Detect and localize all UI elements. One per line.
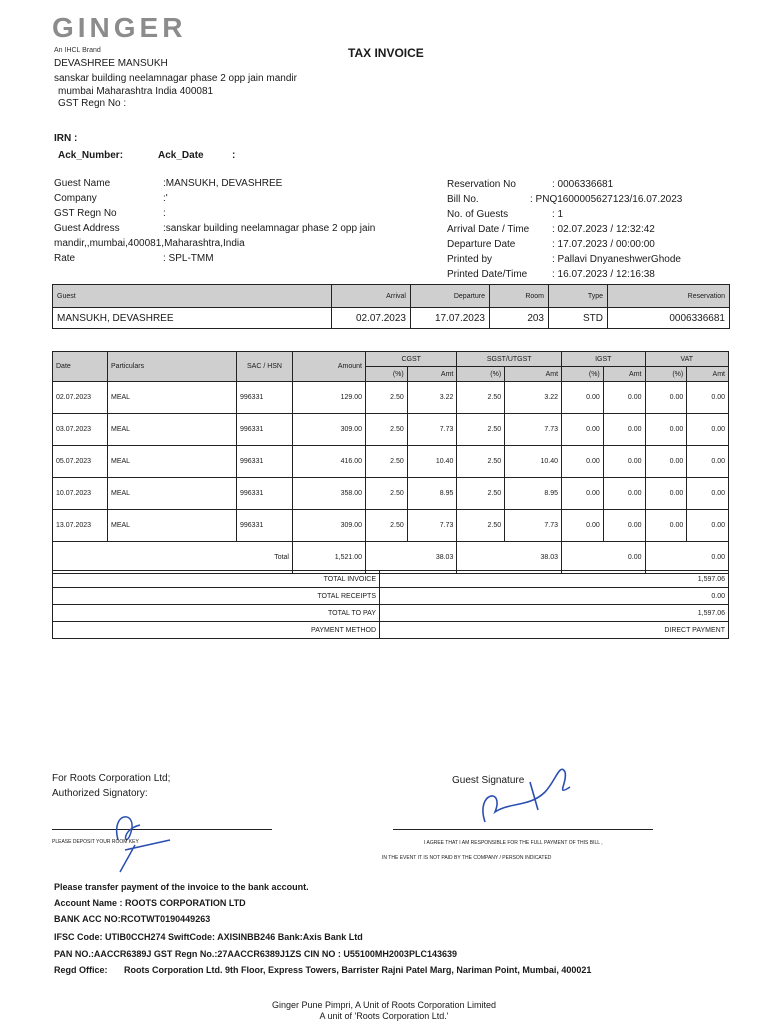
guest-info-label: GST Regn No — [54, 208, 117, 219]
charges-row — [53, 510, 729, 542]
guest-info-value: : SPL-TMM — [163, 253, 214, 264]
cell: 3.22 — [505, 382, 562, 414]
ack-date-label: Ack_Date — [158, 150, 204, 161]
ch-header: VAT — [645, 352, 729, 367]
ch-header: Particulars — [108, 352, 237, 382]
regd-office-address: Roots Corporation Ltd. 9th Floor, Express Towers, Barrister Rajni Patel Marg, Nariman Point, Mumbai, 400021 — [124, 965, 592, 975]
reservation-value: : 1 — [552, 209, 564, 220]
total-label: Total — [53, 542, 293, 574]
cell: 309.00 — [293, 414, 366, 446]
cell: 10.40 — [505, 446, 562, 478]
cell: 0.00 — [603, 478, 645, 510]
cell: 2.50 — [457, 446, 505, 478]
cell: 416.00 — [293, 446, 366, 478]
cell: MEAL — [108, 382, 237, 414]
ginger-logo: GINGER — [52, 12, 187, 43]
cell: 0.00 — [645, 478, 687, 510]
cell: 0.00 — [562, 414, 604, 446]
cell: 0.00 — [562, 446, 604, 478]
cell: 2.50 — [366, 478, 408, 510]
cell: 2.50 — [366, 382, 408, 414]
deposit-key-note: PLEASE DEPOSIT YOUR ROOM KEY — [52, 839, 139, 845]
cell: 2.50 — [457, 414, 505, 446]
ack-number-label: Ack_Number: — [58, 150, 124, 161]
guest-info-labels — [54, 176, 120, 266]
guest-info-value: mandir,,mumbai,400081,Maharashtra,India — [54, 238, 245, 249]
cell: 02.07.2023 — [53, 382, 108, 414]
cell: 2.50 — [457, 510, 505, 542]
ch-header: Amount — [293, 352, 366, 382]
reservation-value: : 02.07.2023 / 12:32:42 — [552, 224, 655, 235]
customer-name: DEVASHREE MANSUKH — [54, 58, 168, 69]
cell: 0.00 — [645, 446, 687, 478]
cell: 996331 — [237, 414, 293, 446]
charges-row — [53, 382, 729, 414]
agree-note: I AGREE THAT I AM RESPONSIBLE FOR THE FULL PAYMENT OF THIS BILL , — [424, 840, 603, 846]
gt-header-cell: Room — [490, 285, 549, 308]
cell: 996331 — [237, 446, 293, 478]
total-amount: 1,521.00 — [293, 542, 366, 574]
cell: 0.00 — [603, 414, 645, 446]
gt-header-cell: Departure — [411, 285, 490, 308]
cell: 996331 — [237, 510, 293, 542]
gt-header-cell: Arrival — [332, 285, 411, 308]
reservation-label: Printed Date/Time — [447, 269, 528, 280]
summary-label: TOTAL INVOICE — [53, 571, 380, 588]
cell: 7.73 — [505, 414, 562, 446]
guest-info-value: :sanskar building neelamnagar phase 2 opp jain — [163, 223, 376, 234]
bank-note: Please transfer payment of the invoice to the bank account. — [54, 882, 309, 892]
footer-line-2: A unit of 'Roots Corporation Ltd.' — [319, 1011, 449, 1021]
cell: 8.95 — [505, 478, 562, 510]
gt-cell: 17.07.2023 — [411, 308, 490, 329]
cell: MEAL — [108, 510, 237, 542]
reservation-value: : 17.07.2023 / 00:00:00 — [552, 239, 655, 250]
reservation-labels — [447, 177, 529, 282]
ch-sub: (%) — [457, 367, 505, 382]
charges-header — [53, 352, 729, 367]
gt-cell: 02.07.2023 — [332, 308, 411, 329]
customer-gst: GST Regn No : — [58, 98, 127, 109]
ch-sub: Amt — [603, 367, 645, 382]
summary-table — [52, 570, 729, 639]
cell: MEAL — [108, 414, 237, 446]
ch-sub: Amt — [407, 367, 457, 382]
cell: 7.73 — [407, 510, 457, 542]
charges-row — [53, 478, 729, 510]
reservation-label: Bill No. — [447, 194, 479, 205]
event-note: IN THE EVENT IT IS NOT PAID BY THE COMPANY / PERSON INDICATED — [382, 855, 552, 861]
gt-header-cell: Guest — [53, 285, 332, 308]
cell: 0.00 — [562, 510, 604, 542]
brand-tagline: An IHCL Brand — [54, 47, 101, 54]
cell: MEAL — [108, 478, 237, 510]
page-title: TAX INVOICE — [348, 46, 424, 60]
customer-address-1: sanskar building neelamnagar phase 2 opp jain mandir — [54, 73, 297, 84]
customer-address-2: mumbai Maharashtra India 400081 — [58, 86, 214, 97]
summary-row — [53, 571, 729, 588]
ch-header: Date — [53, 352, 108, 382]
reservation-label: Departure Date — [447, 239, 516, 250]
ch-sub: Amt — [505, 367, 562, 382]
cell: 2.50 — [457, 382, 505, 414]
reservation-value: : Pallavi DnyaneshwerGhode — [552, 254, 681, 265]
total-sgst: 38.03 — [457, 542, 562, 574]
cell: 2.50 — [457, 478, 505, 510]
ch-sub: (%) — [645, 367, 687, 382]
reservation-label: No. of Guests — [447, 209, 509, 220]
total-cgst: 38.03 — [366, 542, 457, 574]
total-vat: 0.00 — [645, 542, 729, 574]
cell: 7.73 — [407, 414, 457, 446]
gt-header-cell: Type — [549, 285, 608, 308]
bank-account-name: Account Name : ROOTS CORPORATION LTD — [54, 898, 246, 908]
authorized-sign-label: Authorized Signatory: — [52, 788, 148, 799]
cell: 0.00 — [687, 446, 729, 478]
authorized-signature-image — [100, 800, 190, 875]
gt-cell: STD — [549, 308, 608, 329]
cell: 0.00 — [645, 382, 687, 414]
guest-info-label: Guest Name — [54, 178, 111, 189]
ch-header: CGST — [366, 352, 457, 367]
cell: 2.50 — [366, 414, 408, 446]
company-sign-label: For Roots Corporation Ltd; — [52, 773, 171, 784]
summary-row — [53, 605, 729, 622]
guest-sign-label: Guest Signature — [452, 775, 525, 786]
cell: 10.07.2023 — [53, 478, 108, 510]
cell: 2.50 — [366, 510, 408, 542]
cell: 10.40 — [407, 446, 457, 478]
cell: 8.95 — [407, 478, 457, 510]
cell: 0.00 — [687, 478, 729, 510]
summary-value: 1,597.06 — [380, 571, 729, 588]
guest-info-label: Rate — [54, 253, 76, 264]
pan-gst-cin: PAN NO.:AACCR6389J GST Regn No.:27AACCR6389J1ZS CIN NO : U55100MH2003PLC143639 — [54, 949, 457, 959]
summary-value: 0.00 — [380, 588, 729, 605]
cell: 0.00 — [645, 414, 687, 446]
cell: 0.00 — [603, 382, 645, 414]
cell: 0.00 — [562, 382, 604, 414]
cell: 3.22 — [407, 382, 457, 414]
cell: 0.00 — [645, 510, 687, 542]
bank-account-number: BANK ACC NO:RCOTWT0190449263 — [54, 914, 211, 924]
regd-office-label: Regd Office: — [54, 965, 108, 975]
guest-table-row — [53, 308, 730, 329]
gt-cell: 203 — [490, 308, 549, 329]
ack-colon: : — [232, 150, 236, 161]
cell: 0.00 — [603, 510, 645, 542]
guest-info-value: :' — [163, 193, 168, 204]
bank-ifsc: IFSC Code: UTIB0CCH274 SwiftCode: AXISINBB246 Bank:Axis Bank Ltd — [54, 932, 363, 942]
cell: 996331 — [237, 382, 293, 414]
cell: 05.07.2023 — [53, 446, 108, 478]
summary-label: TOTAL TO PAY — [53, 605, 380, 622]
summary-value: 1,597.06 — [380, 605, 729, 622]
summary-row — [53, 588, 729, 605]
cell: 13.07.2023 — [53, 510, 108, 542]
cell: 0.00 — [562, 478, 604, 510]
ch-sub: (%) — [366, 367, 408, 382]
guest-info-value: : — [163, 208, 166, 219]
charges-row — [53, 414, 729, 446]
ch-header: IGST — [562, 352, 645, 367]
reservation-label: Printed by — [447, 254, 493, 265]
total-igst: 0.00 — [562, 542, 645, 574]
ch-header: SAC / HSN — [237, 352, 293, 382]
summary-row — [53, 622, 729, 639]
reservation-values — [530, 177, 683, 282]
cell: 03.07.2023 — [53, 414, 108, 446]
reservation-value: : 0006336681 — [552, 179, 614, 190]
ch-sub: (%) — [562, 367, 604, 382]
reservation-label: Arrival Date / Time — [447, 224, 530, 235]
cell: 2.50 — [366, 446, 408, 478]
charges-total-row — [53, 542, 729, 574]
guest-sign-line — [393, 829, 653, 830]
cell: 996331 — [237, 478, 293, 510]
reservation-value: : 16.07.2023 / 12:16:38 — [552, 269, 655, 280]
cell: 358.00 — [293, 478, 366, 510]
reservation-value: : PNQ1600005627123/16.07.2023 — [530, 194, 683, 205]
cell: 309.00 — [293, 510, 366, 542]
cell: 0.00 — [687, 414, 729, 446]
cell: 0.00 — [687, 510, 729, 542]
charges-row — [53, 446, 729, 478]
guest-info-value: :MANSUKH, DEVASHREE — [163, 178, 283, 189]
ch-header: SGST/UTGST — [457, 352, 562, 367]
guest-table-header — [53, 285, 730, 308]
summary-label: TOTAL RECEIPTS — [53, 588, 380, 605]
gt-cell: 0006336681 — [608, 308, 730, 329]
reservation-label: Reservation No — [447, 179, 516, 190]
summary-label: PAYMENT METHOD — [53, 622, 380, 639]
ch-sub: Amt — [687, 367, 729, 382]
summary-value: DIRECT PAYMENT — [380, 622, 729, 639]
cell: 7.73 — [505, 510, 562, 542]
charges-table — [52, 351, 729, 574]
irn-label: IRN : — [54, 133, 78, 144]
cell: 0.00 — [687, 382, 729, 414]
guest-info-label: Guest Address — [54, 223, 120, 234]
cell: 129.00 — [293, 382, 366, 414]
guest-info-label: Company — [54, 193, 97, 204]
cell: MEAL — [108, 446, 237, 478]
footer-line-1: Ginger Pune Pimpri, A Unit of Roots Corporation Limited — [271, 1000, 497, 1010]
cell: 0.00 — [603, 446, 645, 478]
gt-cell: MANSUKH, DEVASHREE — [53, 308, 332, 329]
guest-table — [52, 284, 730, 329]
gt-header-cell: Reservation — [608, 285, 730, 308]
